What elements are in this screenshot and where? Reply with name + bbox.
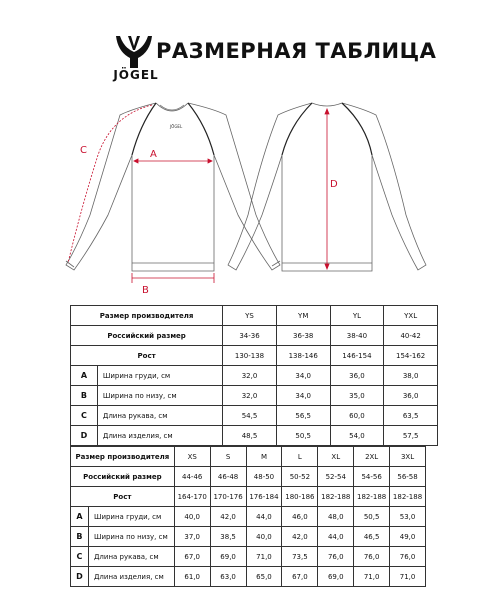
label-d: D bbox=[330, 179, 338, 190]
table-row bbox=[71, 467, 426, 487]
table-cell: 50,5 bbox=[276, 426, 330, 446]
measure-c-line bbox=[68, 105, 152, 263]
size-cell: 2XL bbox=[354, 447, 390, 467]
label-b: B bbox=[142, 285, 149, 296]
table-row bbox=[71, 346, 438, 366]
table-cell: 76,0 bbox=[390, 547, 426, 567]
size-cell: YM bbox=[276, 306, 330, 326]
table-cell: 49,0 bbox=[390, 527, 426, 547]
table-cell: 176-184 bbox=[246, 487, 282, 507]
russian-size-label: Российский размер bbox=[71, 326, 223, 346]
table-cell: 63,5 bbox=[384, 406, 438, 426]
measure-label: Ширина груди, см bbox=[97, 366, 222, 386]
table-row bbox=[71, 567, 426, 587]
table-cell: 38-40 bbox=[330, 326, 384, 346]
size-cell: XL bbox=[318, 447, 354, 467]
garment-diagram bbox=[0, 95, 499, 300]
table-cell: 71,0 bbox=[246, 547, 282, 567]
table-cell: 38,0 bbox=[384, 366, 438, 386]
table-cell: 54-56 bbox=[354, 467, 390, 487]
measure-letter: B bbox=[71, 386, 98, 406]
table-cell: 146-154 bbox=[330, 346, 384, 366]
logo-text: JÖGEL bbox=[113, 68, 159, 82]
table-cell: 48,0 bbox=[318, 507, 354, 527]
table-cell: 46-48 bbox=[210, 467, 246, 487]
table-cell: 76,0 bbox=[318, 547, 354, 567]
table-row bbox=[71, 487, 426, 507]
measure-letter: D bbox=[71, 426, 98, 446]
size-cell: YL bbox=[330, 306, 384, 326]
table-row bbox=[71, 386, 438, 406]
table-cell: 52-54 bbox=[318, 467, 354, 487]
header bbox=[0, 0, 499, 100]
table-cell: 180-186 bbox=[282, 487, 318, 507]
table-cell: 36,0 bbox=[384, 386, 438, 406]
table-cell: 32,0 bbox=[223, 386, 277, 406]
header-label: Размер производителя bbox=[71, 447, 175, 467]
table-cell: 42,0 bbox=[282, 527, 318, 547]
table-cell: 34,0 bbox=[276, 366, 330, 386]
table-row bbox=[71, 366, 438, 386]
measure-letter: A bbox=[71, 507, 89, 527]
table-cell: 57,5 bbox=[384, 426, 438, 446]
table-row bbox=[71, 547, 426, 567]
table-cell: 67,0 bbox=[174, 547, 210, 567]
table-cell: 138-146 bbox=[276, 346, 330, 366]
table-cell: 182-188 bbox=[390, 487, 426, 507]
measure-label: Длина изделия, см bbox=[97, 426, 222, 446]
russian-size-label: Российский размер bbox=[71, 467, 175, 487]
size-cell: M bbox=[246, 447, 282, 467]
table-cell: 34-36 bbox=[223, 326, 277, 346]
front-brand-mark: JÖGEL bbox=[170, 124, 183, 129]
table-cell: 61,0 bbox=[174, 567, 210, 587]
table-cell: 36-38 bbox=[276, 326, 330, 346]
label-c: C bbox=[80, 145, 87, 156]
table-cell: 44,0 bbox=[246, 507, 282, 527]
table-cell: 50-52 bbox=[282, 467, 318, 487]
table-cell: 63,0 bbox=[210, 567, 246, 587]
table-cell: 170-176 bbox=[210, 487, 246, 507]
table-cell: 36,0 bbox=[330, 366, 384, 386]
size-cell: XS bbox=[174, 447, 210, 467]
table-row bbox=[71, 406, 438, 426]
size-table-youth bbox=[70, 305, 438, 446]
table-cell: 40,0 bbox=[246, 527, 282, 547]
table-cell: 73,5 bbox=[282, 547, 318, 567]
size-cell: YXL bbox=[384, 306, 438, 326]
height-label: Рост bbox=[71, 346, 223, 366]
measure-label: Длина изделия, см bbox=[88, 567, 174, 587]
table-cell: 40-42 bbox=[384, 326, 438, 346]
page-title: РАЗМЕРНАЯ ТАБЛИЦА bbox=[156, 39, 437, 63]
measure-letter: C bbox=[71, 547, 89, 567]
table-cell: 54,0 bbox=[330, 426, 384, 446]
measure-lines bbox=[68, 105, 329, 283]
size-cell: S bbox=[210, 447, 246, 467]
table-cell: 67,0 bbox=[282, 567, 318, 587]
size-cell: L bbox=[282, 447, 318, 467]
table-cell: 34,0 bbox=[276, 386, 330, 406]
table-cell: 60,0 bbox=[330, 406, 384, 426]
measure-letter: B bbox=[71, 527, 89, 547]
measure-letter: C bbox=[71, 406, 98, 426]
table-cell: 56,5 bbox=[276, 406, 330, 426]
size-table-adult bbox=[70, 446, 426, 587]
table-cell: 48,5 bbox=[223, 426, 277, 446]
table-cell: 37,0 bbox=[174, 527, 210, 547]
table-cell: 35,0 bbox=[330, 386, 384, 406]
size-cell: 3XL bbox=[390, 447, 426, 467]
table-cell: 40,0 bbox=[174, 507, 210, 527]
table-cell: 76,0 bbox=[354, 547, 390, 567]
table-row bbox=[71, 507, 426, 527]
table-cell: 71,0 bbox=[390, 567, 426, 587]
table-cell: 69,0 bbox=[318, 567, 354, 587]
table-cell: 32,0 bbox=[223, 366, 277, 386]
table-row bbox=[71, 306, 438, 326]
table-row bbox=[71, 447, 426, 467]
table-cell: 65,0 bbox=[246, 567, 282, 587]
measure-label: Ширина по низу, см bbox=[88, 527, 174, 547]
size-cell: YS bbox=[223, 306, 277, 326]
table-cell: 42,0 bbox=[210, 507, 246, 527]
table-row bbox=[71, 326, 438, 346]
table-cell: 53,0 bbox=[390, 507, 426, 527]
table-cell: 46,0 bbox=[282, 507, 318, 527]
table-row bbox=[71, 426, 438, 446]
table-cell: 69,0 bbox=[210, 547, 246, 567]
table-cell: 50,5 bbox=[354, 507, 390, 527]
label-a: A bbox=[150, 149, 157, 160]
table-cell: 154-162 bbox=[384, 346, 438, 366]
table-cell: 44,0 bbox=[318, 527, 354, 547]
table-cell: 46,5 bbox=[354, 527, 390, 547]
measure-letter: D bbox=[71, 567, 89, 587]
measure-label: Длина рукава, см bbox=[97, 406, 222, 426]
measure-label: Ширина груди, см bbox=[88, 507, 174, 527]
table-row bbox=[71, 527, 426, 547]
table-cell: 164-170 bbox=[174, 487, 210, 507]
table-cell: 182-188 bbox=[354, 487, 390, 507]
table-cell: 48-50 bbox=[246, 467, 282, 487]
table-cell: 56-58 bbox=[390, 467, 426, 487]
header-label: Размер производителя bbox=[71, 306, 223, 326]
table-cell: 38,5 bbox=[210, 527, 246, 547]
table-cell: 71,0 bbox=[354, 567, 390, 587]
table-cell: 54,5 bbox=[223, 406, 277, 426]
table-cell: 130-138 bbox=[223, 346, 277, 366]
measure-label: Ширина по низу, см bbox=[97, 386, 222, 406]
table-cell: 44-46 bbox=[174, 467, 210, 487]
height-label: Рост bbox=[71, 487, 175, 507]
measure-label: Длина рукава, см bbox=[88, 547, 174, 567]
measure-letter: A bbox=[71, 366, 98, 386]
table-cell: 182-188 bbox=[318, 487, 354, 507]
